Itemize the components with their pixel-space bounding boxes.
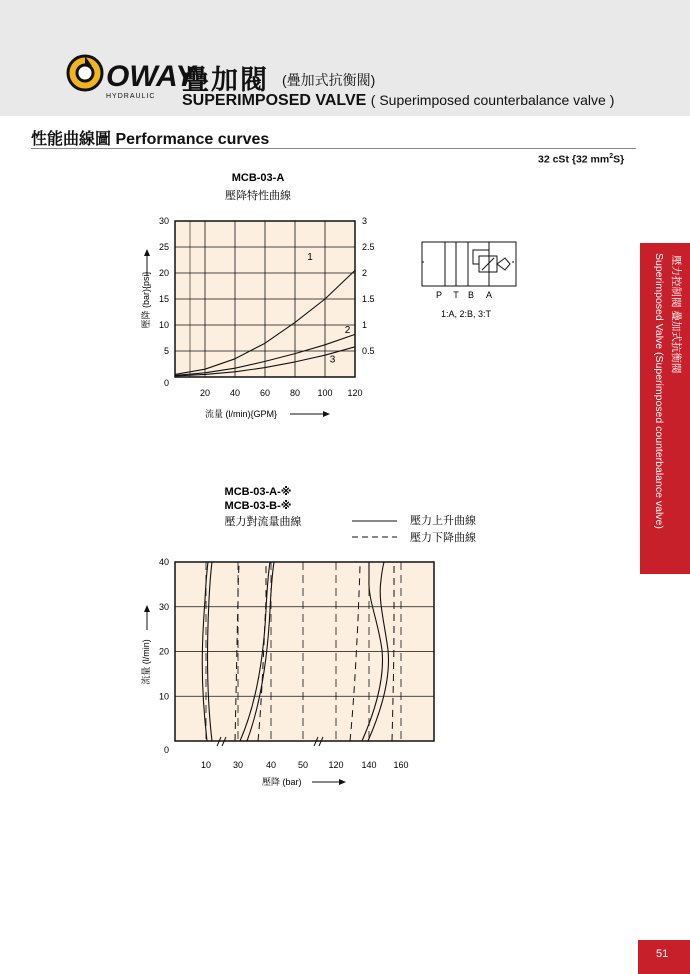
chart1-y2tick-label: 1 bbox=[362, 320, 368, 330]
chart1-series-label-2: 2 bbox=[344, 324, 351, 336]
chart1-xtick-label: 40 bbox=[229, 388, 241, 398]
chart2-ytick-label: 40 bbox=[158, 557, 169, 567]
section-title: 性能曲線圖 Performance curves bbox=[31, 131, 270, 148]
chart1-ytick-label: 30 bbox=[158, 216, 169, 226]
chart1-series-label-1: 1 bbox=[307, 252, 313, 263]
chart1-ytick-label: 25 bbox=[158, 242, 169, 252]
legend-dashed-label: 壓力下降曲線 bbox=[410, 532, 476, 544]
title-chinese: 疊加閥 bbox=[182, 65, 269, 95]
side-category-tab bbox=[640, 243, 690, 574]
chart1-y2tick-label: 3 bbox=[362, 216, 368, 226]
chart1-ytick-label: 10 bbox=[158, 320, 169, 330]
logo-subtext: HYDRAULIC bbox=[106, 93, 156, 100]
chart1-ytick-label: 0 bbox=[163, 378, 169, 388]
chart1-xtick-label: 100 bbox=[317, 388, 333, 398]
title-english-main: SUPERIMPOSED VALVE bbox=[182, 92, 367, 109]
circuit-port-a: A bbox=[485, 290, 493, 300]
chart1-model: MCB-03-A bbox=[231, 172, 285, 184]
chart2-ylabel-arrow-icon bbox=[144, 605, 150, 612]
chart1-ylabel: 壓降 (bar){psi} bbox=[141, 271, 151, 329]
viscosity-end: S} bbox=[613, 153, 625, 166]
chart1-y2tick-label: 0.5 bbox=[362, 346, 375, 356]
chart1-ytick-label: 20 bbox=[158, 268, 169, 278]
side-tab-line2: Superimposed Valve (Superimposed counterbalance valve) bbox=[653, 253, 665, 529]
circuit-port-t: T bbox=[453, 290, 459, 300]
chart2-xlabel: 壓降 (bar) bbox=[262, 777, 302, 787]
chart1-ytick-label: 5 bbox=[163, 346, 169, 356]
chart2-xtick-label: 50 bbox=[297, 760, 309, 770]
legend-solid-label: 壓力上升曲線 bbox=[410, 515, 476, 527]
chart1-xtick-label: 80 bbox=[289, 388, 301, 398]
viscosity-sup: 2 bbox=[609, 153, 614, 160]
chart2-xtick-label: 10 bbox=[200, 760, 212, 770]
circuit-port-p: P bbox=[435, 290, 443, 300]
circuit-port-b: B bbox=[467, 290, 475, 300]
page-number: 51 bbox=[656, 948, 669, 960]
chart2-xtick-label: 30 bbox=[232, 760, 244, 770]
chart2-xtick-label: 40 bbox=[265, 760, 277, 770]
viscosity-main: 32 cSt {32 mm bbox=[538, 153, 610, 166]
page-number-box bbox=[638, 940, 690, 974]
chart2-ytick-label: 20 bbox=[158, 646, 169, 657]
chart2-ylabel: 流量 (l/min) bbox=[141, 639, 151, 685]
chart1-xtick-label: 60 bbox=[259, 388, 271, 398]
chart1-y2tick-label: 1.5 bbox=[362, 294, 375, 304]
side-tab-text bbox=[640, 243, 690, 574]
title-english-sub: ( Superimposed counterbalance valve ) bbox=[370, 92, 615, 108]
chart2-ytick-label: 0 bbox=[163, 745, 169, 755]
chart1-y2tick-label: 2 bbox=[362, 268, 368, 278]
chart1-xlabel: 流量 (l/min){GPM} bbox=[205, 409, 278, 419]
circuit-note: 1:A, 2:B, 3:T bbox=[440, 309, 492, 319]
chart2-ytick-label: 30 bbox=[158, 601, 169, 612]
chart2-model-b: MCB-03-B-※ bbox=[224, 500, 292, 512]
logo-text: OWAY bbox=[106, 60, 196, 93]
chart2-ytick-label: 10 bbox=[158, 691, 169, 702]
chart2-xtick-label: 140 bbox=[361, 760, 377, 770]
chart1-xtick-label: 20 bbox=[199, 388, 211, 398]
side-tab-line1: 壓力控制閥 疊加式抗衡閥 bbox=[670, 255, 682, 374]
chart1-y2tick-label: 2.5 bbox=[362, 242, 375, 252]
chart1-subtitle: 壓降特性曲線 bbox=[225, 190, 291, 202]
chart2-xlabel-arrow-icon bbox=[339, 779, 346, 785]
chart2-model-a: MCB-03-A-※ bbox=[224, 486, 292, 498]
title-chinese-sub: (疊加式抗衡閥) bbox=[282, 72, 376, 88]
chart1-series-label-3: 3 bbox=[329, 354, 336, 366]
chart2-subtitle: 壓力對流量曲線 bbox=[224, 516, 302, 528]
chart1-ytick-label: 15 bbox=[158, 294, 169, 304]
chart2-xtick-label: 120 bbox=[328, 760, 344, 770]
chart2-xtick-label: 160 bbox=[393, 760, 409, 770]
chart1-xtick-label: 120 bbox=[347, 388, 363, 398]
